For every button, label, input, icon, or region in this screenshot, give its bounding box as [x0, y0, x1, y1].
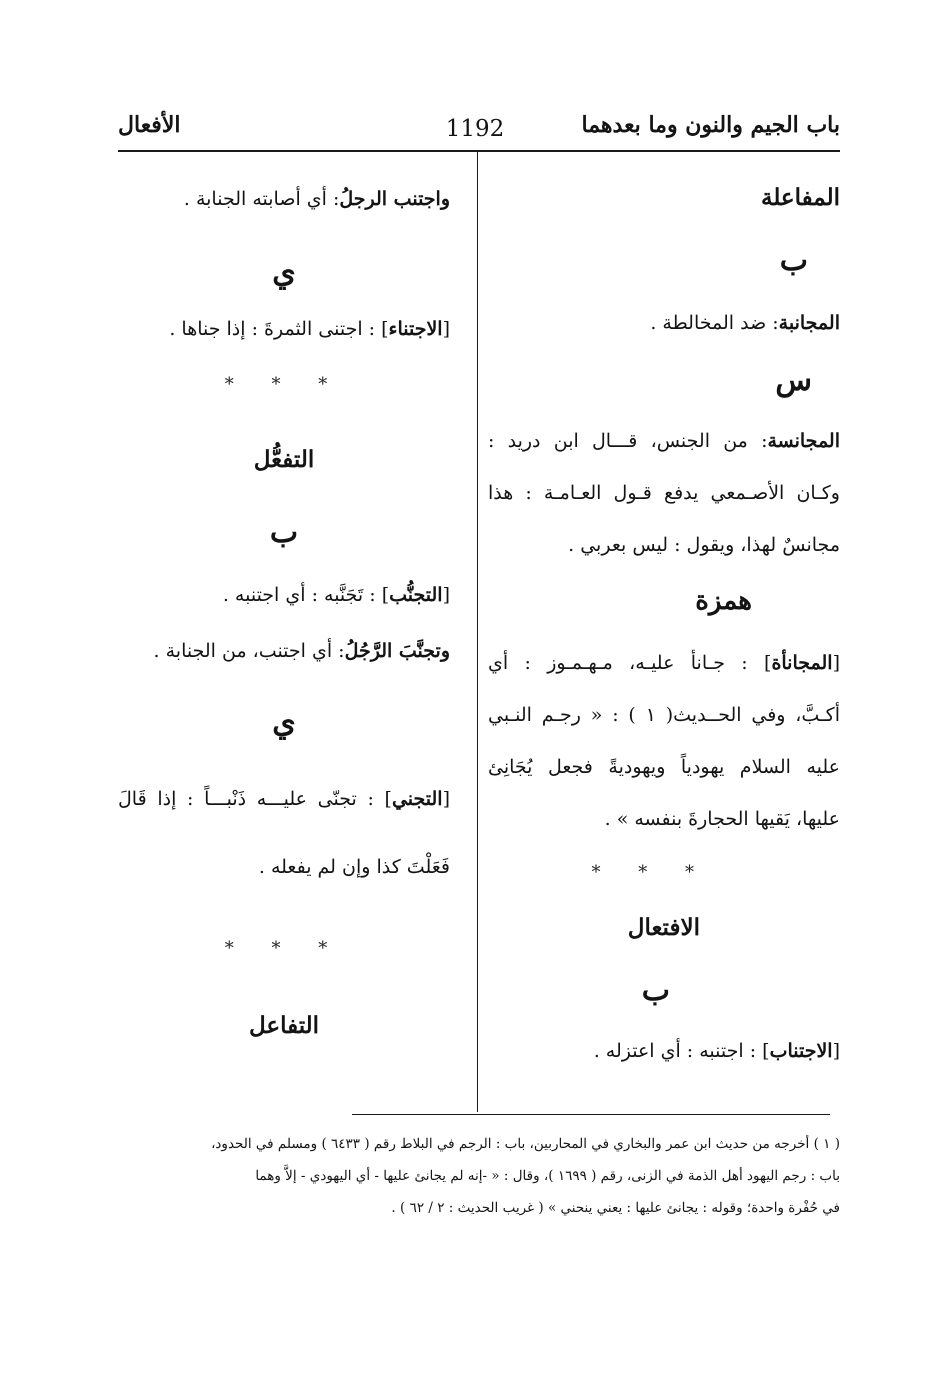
entry-ijtinab	[594, 1042, 840, 1061]
footnote-rule	[352, 1114, 830, 1115]
entry-definition: ] : تَجَنَّبه : أي اجتنبه .	[222, 584, 390, 606]
bracket: [	[442, 318, 450, 340]
entry-mujanaa-line4: عليها، يَقيها الحجارةَ بنفسه » .	[604, 808, 840, 830]
entry-mujanaa-line1	[488, 654, 840, 673]
entry-ijtinaa	[169, 320, 450, 339]
entry-text: ] : تجنّى عليـــه ذَنْبـــاً : إذا قَالَ	[118, 788, 392, 810]
footnote-line: باب : رجم اليهود أهل الذمة في الزنى، رقم ( ١٦٩٩ )، وقال : « -إنه لم يجانئ عليها - أي اليهودي - إلاَّ وهما	[255, 1168, 840, 1184]
section-title: الأفعال	[118, 112, 181, 138]
entry-term: الاجتناء	[388, 318, 443, 340]
entry-ijtanaba	[184, 190, 450, 209]
letter-heading-ba: ب	[779, 243, 808, 278]
entry-mujanasa-line2: وكـان الأصـمعي يدفع قـول العـامـة : هذا	[488, 482, 840, 504]
entry-mujanasa-line1	[488, 432, 840, 451]
entry-mujanaa-line2: أكـبَّ، وفي الحــديث( ١ ) : « رجـم النـبي	[488, 704, 840, 726]
heading-mufaala: المفاعلة	[760, 184, 840, 211]
entry-term: التجنُّب	[389, 584, 443, 606]
entry-term: وتجنَّبَ الرَّجُلُ	[344, 640, 450, 662]
footnote-line: ( ١ ) أخرجه من حديث ابن عمر والبخاري في المحاربين، باب : الرجم في البلاط رقم ( ٦٤٣٣ ) ومسلم في الحدود،	[211, 1136, 840, 1152]
letter-heading-ya: ي	[272, 705, 296, 740]
entry-definition: : ضد المخالطة .	[650, 312, 779, 334]
heading-iftial: الافتعال	[627, 914, 700, 941]
bracket: [	[832, 1040, 840, 1062]
entry-definition: : أي أصابته الجنابة .	[183, 188, 340, 210]
bracket: [	[442, 584, 450, 606]
entry-definition: : أي اجتنب، من الجنابة .	[153, 640, 345, 662]
entry-term: المجانأة	[771, 652, 833, 674]
entry-term: واجتنب الرجلُ	[339, 188, 450, 210]
bracket: [	[442, 788, 450, 810]
heading-tafaul: التفعُّل	[253, 446, 315, 473]
entry-text: ] : جـانأ عليـه، مـهـمـوز : أي	[488, 652, 772, 674]
entry-term: المجانبة	[778, 312, 840, 334]
letter-heading-hamza: همزة	[695, 586, 752, 616]
heading-tafaul: التفاعل	[248, 1012, 320, 1039]
footnote-line: في حُفْرة واحدة؛ وقوله : يجانئ عليها : يعني ينحني » ( غريب الحديث : ٢ / ٦٢ ) .	[391, 1200, 840, 1216]
chapter-title: باب الجيم والنون وما بعدهما	[581, 112, 840, 138]
entry-tajanni-line1	[118, 790, 450, 809]
section-separator: * * *	[591, 862, 710, 883]
page-number: 1192	[445, 116, 505, 142]
entry-tajannub	[223, 586, 450, 605]
letter-heading-ba: ب	[641, 973, 670, 1008]
entry-term: التجني	[391, 788, 443, 810]
letter-heading-ya: ي	[272, 255, 296, 290]
bracket: [	[832, 652, 840, 674]
entry-tajannaba	[154, 642, 450, 661]
entry-mujanasa-line3: مجانسٌ لهذا، ويقول : ليس بعربي .	[568, 534, 840, 556]
section-separator: * * *	[224, 938, 344, 959]
entry-tajanni-line2: فَعَلْتَ كذا وإن لم يفعله .	[258, 856, 450, 878]
letter-heading-ba: ب	[269, 515, 299, 550]
column-divider	[477, 152, 478, 1112]
entry-text: : من الجنس، قـــال ابن دريد :	[488, 430, 768, 452]
section-separator: * * *	[224, 374, 344, 395]
footnote	[118, 1128, 840, 1224]
entry-mujanaba	[650, 314, 840, 333]
entry-term: المجانسة	[767, 430, 840, 452]
entry-mujanaa-line3: عليه السلام يهودياً ويهوديةً فجعل يُجَانِئ	[488, 756, 840, 778]
letter-heading-sin: س	[775, 363, 812, 398]
entry-term: الاجتناب	[769, 1040, 833, 1062]
entry-definition: ] : اجتنبه : أي اعتزله .	[593, 1040, 770, 1062]
header-rule	[118, 150, 840, 152]
entry-definition: ] : اجتنى الثمرةَ : إذا جناها .	[169, 318, 389, 340]
